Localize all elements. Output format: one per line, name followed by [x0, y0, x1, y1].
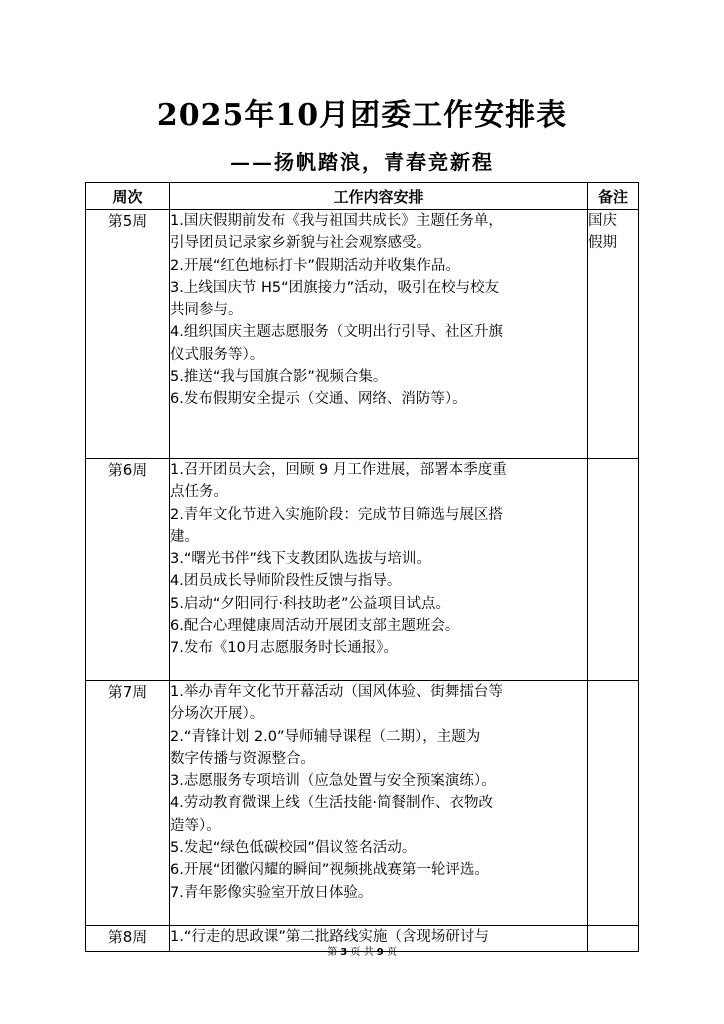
content-line: 6.开展“团徽闪耀的瞬间”视频挑战赛第一轮评选。: [170, 862, 489, 879]
header-note: 备注: [588, 183, 639, 210]
content-line: 共同参与。: [170, 302, 243, 319]
content-cell: [170, 210, 588, 459]
content-line: 1.国庆假期前发布《我与祖国共成长》主题任务单，: [170, 213, 503, 229]
page-title: 2025年10月团委工作安排表: [156, 98, 568, 133]
content-line: 点任务。: [170, 484, 228, 501]
note-line: 假期: [588, 235, 617, 251]
week-cell: 第7周: [86, 681, 170, 926]
table-row: [86, 459, 639, 681]
content-cell: [170, 459, 588, 681]
content-line: 3.志愿服务专项培训（应急处置与安全预案演练）。: [170, 773, 496, 790]
week-cell: 第8周: [86, 926, 170, 952]
content-line: 1.“行走的思政课”第二批路线实施（含现场研讨与: [170, 929, 489, 945]
content-line: 2.开展“红色地标打卡”假期活动并收集作品。: [170, 257, 460, 274]
content-line: 2.“青锋计划 2.0”导师辅导课程（二期），主题为: [170, 728, 481, 745]
content-line: 建。: [170, 528, 199, 545]
page-footer: [0, 946, 724, 960]
content-line: 5.推送“我与国旗合影”视频合集。: [170, 369, 388, 386]
note-cell: [588, 681, 639, 926]
content-line: 7.青年影像实验室开放日体验。: [170, 884, 373, 901]
footer-prefix: 第: [327, 947, 338, 958]
content-line: 2.青年文化节进入实施阶段：完成节目筛选与展区搭: [170, 506, 503, 523]
table-header-row: [86, 183, 639, 210]
table-row: [86, 681, 639, 926]
content-line: 1.召开团员大会，回顾 9 月工作进展，部署本季度重: [170, 462, 507, 478]
footer-total-pages: 9: [376, 947, 384, 958]
footer-page-number: 3: [340, 947, 348, 958]
content-line: 5.启动“夕阳同行·科技助老”公益项目试点。: [170, 595, 450, 612]
page-subtitle: ——扬帆踏浪，青春竞新程: [230, 150, 494, 174]
content-line: 7.发布《10月志愿服务时长通报》。: [170, 640, 399, 657]
footer-suffix: 页: [386, 947, 397, 958]
note-cell: [588, 459, 639, 681]
note-cell: [588, 210, 639, 459]
header-content: 工作内容安排: [170, 183, 588, 210]
content-line: 4.劳动教育微课上线（生活技能·简餐制作、衣物改: [170, 795, 493, 812]
content-line: 分场次开展）。: [170, 706, 265, 723]
content-line: 6.配合心理健康周活动开展团支部主题班会。: [170, 618, 460, 635]
content-line: 1.举办青年文化节开幕活动（国风体验、街舞擂台等: [170, 684, 503, 700]
content-line: 4.团员成长导师阶段性反馈与指导。: [170, 573, 402, 590]
table-row: [86, 210, 639, 459]
content-line: 数字传播与资源整合。: [170, 750, 315, 767]
week-cell: 第6周: [86, 459, 170, 681]
header-week: 周次: [86, 183, 170, 210]
footer-middle: 页 共: [350, 947, 374, 958]
content-line: 3.上线国庆节 H5“团旗接力”活动，吸引在校与校友: [170, 279, 500, 296]
content-line: 5.发起“绿色低碳校园”倡议签名活动。: [170, 840, 417, 857]
content-line: 仪式服务等）。: [170, 346, 265, 363]
content-line: 4.组织国庆主题志愿服务（文明出行引导、社区升旗: [170, 324, 503, 341]
content-line: 3.“曙光书伴”线下支教团队选拔与培训。: [170, 551, 431, 568]
content-cell: [170, 681, 588, 926]
content-line: 引导团员记录家乡新貌与社会观察感受。: [170, 235, 431, 252]
schedule-table: [85, 182, 639, 952]
note-line: 国庆: [588, 213, 617, 229]
content-line: 6.发布假期安全提示（交通、网络、消防等）。: [170, 391, 467, 408]
content-line: 造等）。: [170, 817, 221, 834]
week-cell: 第5周: [86, 210, 170, 459]
